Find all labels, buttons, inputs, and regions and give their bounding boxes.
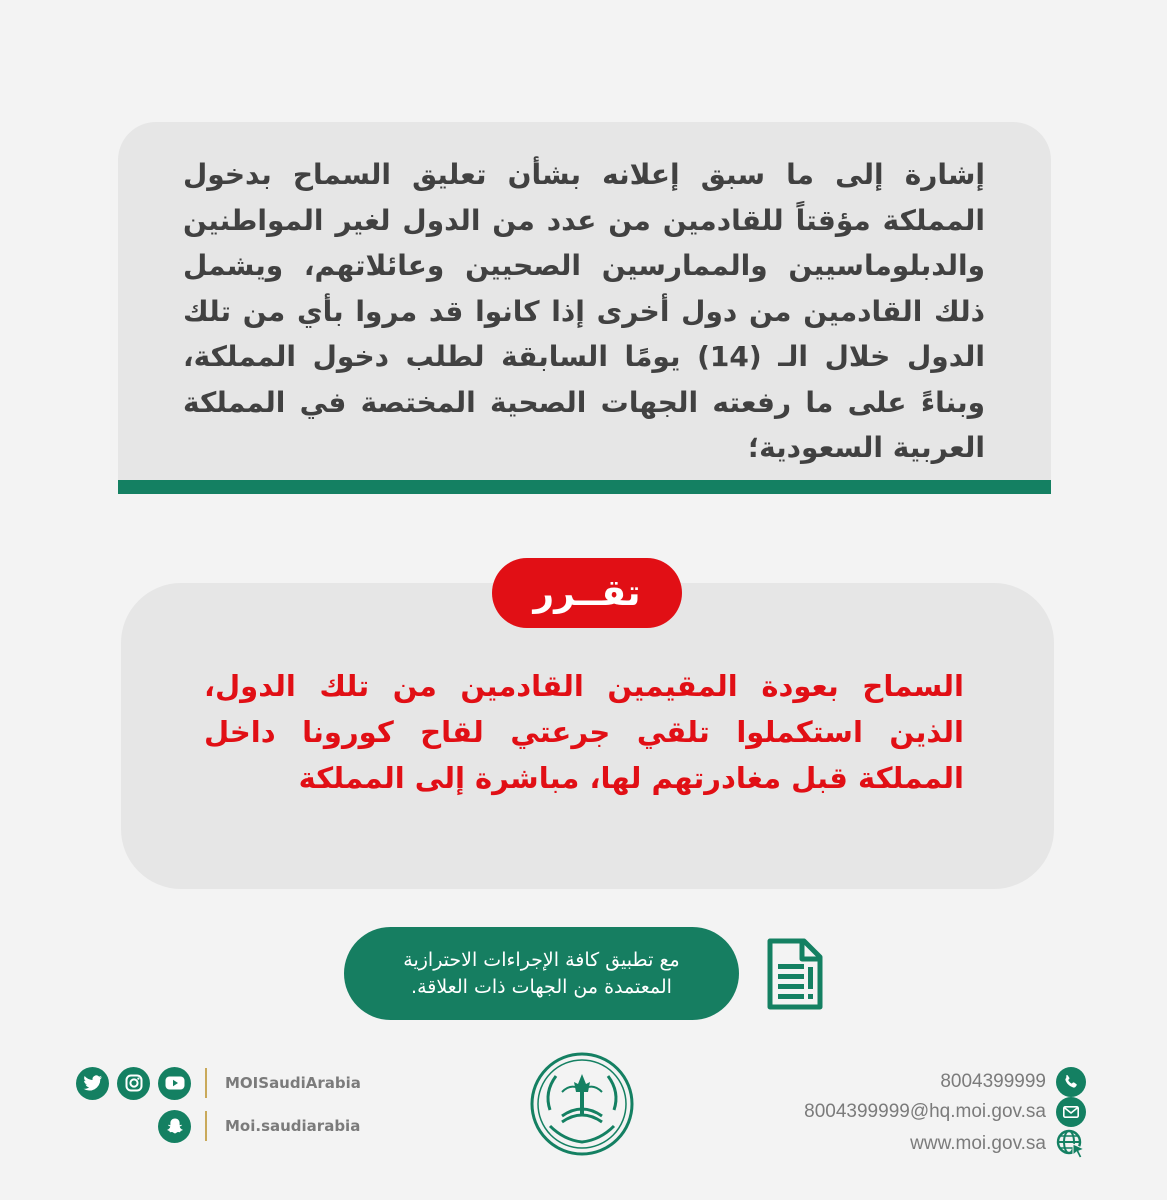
website-url[interactable]: www.moi.gov.sa — [910, 1133, 1046, 1154]
decision-title: تقــرر — [533, 572, 641, 614]
snapchat-icon[interactable] — [158, 1110, 191, 1143]
globe-cursor-icon — [1056, 1129, 1086, 1159]
ministry-emblem-logo — [530, 1052, 634, 1156]
phone-icon — [1056, 1067, 1086, 1097]
phone-number[interactable]: 8004399999 — [940, 1071, 1046, 1092]
precautions-note-line-1: مع تطبيق كافة الإجراءات الاحترازية — [403, 948, 680, 971]
social-handle-primary[interactable]: MOISaudiArabia — [225, 1074, 361, 1092]
social-links-row-secondary — [158, 1109, 360, 1143]
precautions-note-line-2: المعتمدة من الجهات ذات العلاقة. — [411, 975, 672, 998]
social-links-row — [76, 1066, 361, 1100]
youtube-icon[interactable] — [158, 1067, 191, 1100]
intro-card — [118, 122, 1051, 494]
contact-phone-row — [940, 1066, 1086, 1098]
divider — [205, 1068, 207, 1098]
social-handle-snapchat[interactable]: Moi.saudiarabia — [225, 1117, 361, 1135]
instagram-icon[interactable] — [117, 1067, 150, 1100]
intro-text: إشارة إلى ما سبق إعلانه بشأن تعليق السماح بدخول المملكة مؤقتاً للقادمين من عدد من الدول لغير المواطنين والدبلوماسيين والممارسين الصحيين وعائلاتهم، ويشمل ذلك القادمين من دول أخرى إذا كانوا قد مروا بأي من تلك الدول خلال الـ (14) يومًا السابقة لطلب دخول المملكة، وبناءً على ما رفعته الجهات الصحية المختصة في المملكة العربية السعودية؛ — [183, 158, 985, 464]
email-address[interactable]: 8004399999@hq.moi.gov.sa — [804, 1101, 1046, 1122]
mail-icon — [1056, 1097, 1086, 1127]
intro-card-accent-bar — [118, 480, 1051, 494]
document-icon — [766, 938, 824, 1010]
divider — [205, 1111, 207, 1141]
twitter-icon[interactable] — [76, 1067, 109, 1100]
decision-title-badge — [492, 558, 682, 628]
precautions-note — [344, 927, 739, 1020]
contact-email-row — [804, 1096, 1086, 1128]
contact-website-row — [910, 1128, 1086, 1160]
decision-text: السماح بعودة المقيمين القادمين من تلك الدول، الذين استكملوا تلقي جرعتي لقاح كورونا داخل المملكة قبل مغادرتهم لها، مباشرة إلى المملكة — [204, 669, 964, 795]
